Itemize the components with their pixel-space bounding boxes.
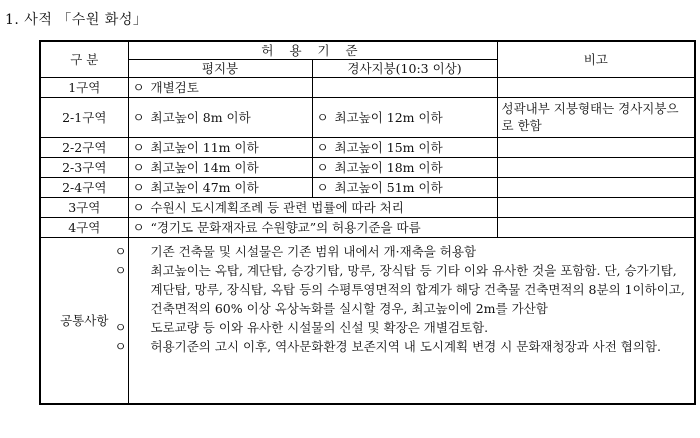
- slope-text: 최고높이 15m 이하: [334, 140, 443, 155]
- table-row: [40, 138, 695, 158]
- common-note: [114, 242, 691, 261]
- remark-cell: 성곽내부 지붕형태는 경사지붕으로 한함: [497, 98, 695, 138]
- slope-cell: [312, 98, 497, 138]
- common-note: [114, 337, 691, 356]
- zone-label: 3구역: [40, 198, 128, 218]
- bullet-marker: ㅇ: [132, 80, 145, 95]
- merged-cell: [128, 198, 497, 218]
- slope-text: 최고높이 12m 이하: [334, 110, 443, 125]
- flat-text: 최고높이 47m 이하: [150, 180, 259, 195]
- header-slope-roof: 경사지붕(10:3 이상): [312, 60, 497, 78]
- flat-cell: [128, 98, 312, 138]
- remark-cell: [497, 178, 695, 198]
- bullet-marker: ㅇ: [316, 180, 329, 195]
- bullet-marker: ㅇ: [114, 263, 127, 278]
- flat-text: 최고높이 8m 이하: [150, 110, 251, 125]
- zone-label: 4구역: [40, 218, 128, 238]
- slope-text: 최고높이 51m 이하: [334, 180, 443, 195]
- table-row: [40, 78, 695, 98]
- common-note-text: 최고높이는 옥탑, 계단탑, 승강기탑, 망루, 장식탑 등 기타 이와 유사한 것을 포함함. 단, 승가기탑, 계단탑, 망루, 장식탑, 옥탑 등의 수평투영면적의 합계가 해당 건축물 건축면적의 8분의 1이하이고, 건축면적의 60% 이상 옥상녹화를 실시할 경우, 최고높이에 2m를 가산함: [150, 263, 685, 316]
- flat-cell: [128, 78, 312, 98]
- bullet-marker: ㅇ: [316, 110, 329, 125]
- remark-cell: [497, 218, 695, 238]
- zone-label: 2-1구역: [40, 98, 128, 138]
- common-label: 공통사항: [40, 238, 128, 404]
- flat-text: 최고높이 14m 이하: [150, 160, 259, 175]
- remark-cell: [497, 158, 695, 178]
- table-row: [40, 98, 695, 138]
- table-row: [40, 158, 695, 178]
- bullet-marker: ㅇ: [132, 110, 145, 125]
- table-row: [40, 198, 695, 218]
- bullet-marker: ㅇ: [132, 200, 145, 215]
- remark-cell: [497, 138, 695, 158]
- slope-text: 최고높이 18m 이하: [334, 160, 443, 175]
- slope-cell: [312, 178, 497, 198]
- remark-cell: [497, 198, 695, 218]
- common-notes: [114, 238, 695, 404]
- common-row: [40, 238, 695, 404]
- header-flat-roof: 평지붕: [128, 60, 312, 78]
- bullet-marker: ㅇ: [132, 180, 145, 195]
- slope-cell: [312, 158, 497, 178]
- common-note-text: 기존 건축물 및 시설물은 기존 범위 내에서 개·재축을 허용함: [150, 244, 477, 259]
- common-note-text: 허용기준의 고시 이후, 역사문화환경 보존지역 내 도시계획 변경 시 문화재청장과 사전 협의함.: [150, 339, 662, 354]
- common-note-text: 도로교량 등 이와 유사한 시설물의 신설 및 확장은 개별검토함.: [150, 320, 489, 335]
- zone-label: 1구역: [40, 78, 128, 98]
- document-title: 1. 사적 「수원 화성」: [5, 12, 148, 28]
- remark-cell: [497, 78, 695, 98]
- flat-cell: [128, 138, 312, 158]
- bullet-marker: ㅇ: [114, 244, 127, 259]
- merged-text: “경기도 문화재자료 수원향교”의 허용기준을 따름: [150, 220, 421, 235]
- merged-text: 수원시 도시계획조례 등 관련 법률에 따라 처리: [150, 200, 404, 215]
- bullet-marker: ㅇ: [132, 160, 145, 175]
- zone-label: 2-4구역: [40, 178, 128, 198]
- bullet-marker: ㅇ: [114, 339, 127, 354]
- slope-cell: [312, 138, 497, 158]
- table-row: [40, 218, 695, 238]
- zone-label: 2-3구역: [40, 158, 128, 178]
- common-note: [114, 318, 691, 337]
- zone-label: 2-2구역: [40, 138, 128, 158]
- flat-cell: [128, 178, 312, 198]
- bullet-marker: ㅇ: [132, 220, 145, 235]
- slope-cell: [312, 78, 497, 98]
- bullet-marker: ㅇ: [316, 140, 329, 155]
- bullet-marker: ㅇ: [114, 320, 127, 335]
- header-category: 구 분: [40, 41, 128, 78]
- permit-standard-table: [39, 40, 696, 405]
- table-row: [40, 178, 695, 198]
- common-note: [114, 261, 691, 318]
- flat-cell: [128, 158, 312, 178]
- header-remarks: 비고: [497, 41, 695, 78]
- header-standard: 허 용 기 준: [128, 41, 497, 60]
- merged-cell: [128, 218, 497, 238]
- bullet-marker: ㅇ: [132, 140, 145, 155]
- flat-text: 최고높이 11m 이하: [150, 140, 259, 155]
- flat-text: 개별검토: [150, 80, 199, 95]
- bullet-marker: ㅇ: [316, 160, 329, 175]
